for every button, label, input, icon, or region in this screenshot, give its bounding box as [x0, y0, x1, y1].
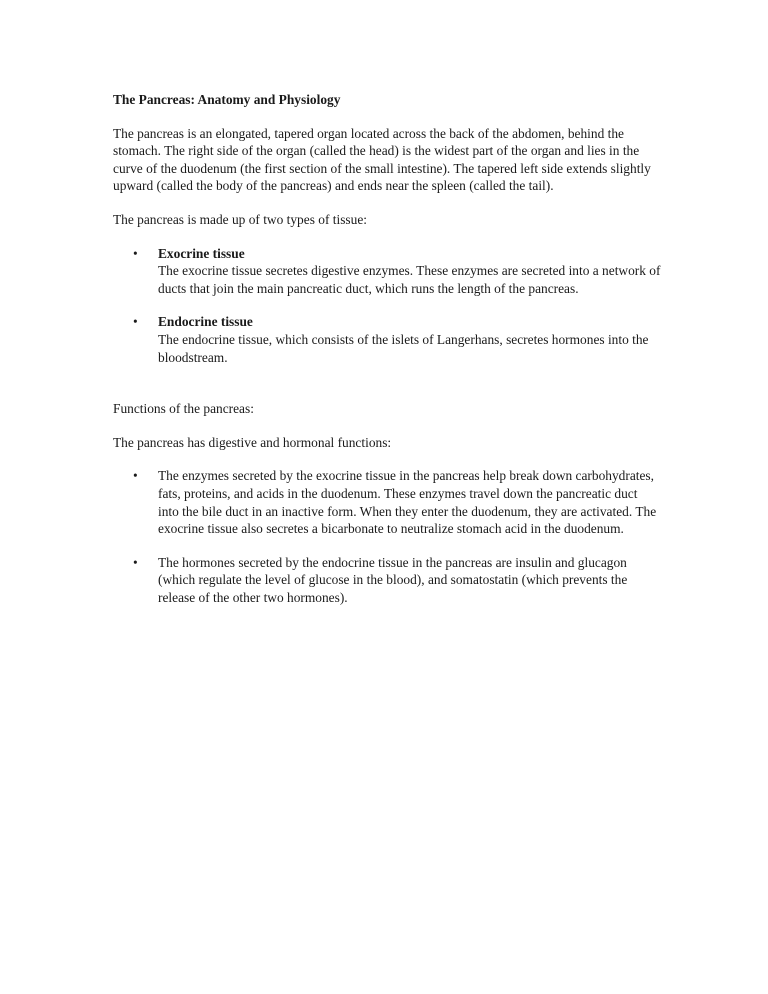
- tissue-text-exocrine: The exocrine tissue secretes digestive enzymes. These enzymes are secreted into a network of ducts that join the main pancreatic duct, which runs the length of the pancreas.: [158, 263, 661, 296]
- document-page: [113, 91, 661, 622]
- list-item: [113, 467, 661, 537]
- tissue-text-endocrine: The endocrine tissue, which consists of the islets of Langerhans, secretes hormones into the bloodstream.: [158, 331, 649, 365]
- bullet-icon: •: [133, 554, 138, 570]
- functions-heading: Functions of the pancreas:: [113, 401, 254, 417]
- list-item: [113, 554, 661, 607]
- tissue-heading-exocrine: Exocrine tissue: [158, 245, 245, 261]
- bullet-icon: •: [133, 314, 138, 330]
- intro-paragraph: The pancreas is an elongated, tapered organ located across the back of the abdomen, behind the stomach. The right side of the organ (called the head) is the widest part of the organ and lies in the curve of the duodenum (the first section of the small intestine). The tapered left side extends slightly upward (called the body of the pancreas) and ends near the spleen (called the tail).: [113, 125, 651, 194]
- tissue-heading-endocrine: Endocrine tissue: [158, 314, 253, 330]
- function-text-hormonal: The hormones secreted by the endocrine tissue in the pancreas are insulin and glucagon (which regulate the level of glucose in the blood), and somatostatin (which prevents the release of the other two hormones).: [158, 554, 628, 605]
- functions-intro-paragraph: The pancreas has digestive and hormonal functions:: [113, 434, 392, 450]
- tissue-list: [113, 245, 661, 367]
- spacer: [113, 382, 661, 400]
- bullet-icon: •: [133, 245, 138, 261]
- functions-list: [113, 467, 661, 606]
- bullet-icon: •: [133, 468, 138, 484]
- tissue-intro-paragraph: The pancreas is made up of two types of tissue:: [113, 211, 367, 227]
- document-title: The Pancreas: Anatomy and Physiology: [113, 92, 341, 107]
- list-item: [113, 245, 661, 298]
- function-text-digestive: The enzymes secreted by the exocrine tissue in the pancreas help break down carbohydrates, fats, proteins, and acids in the duodenum. These enzymes travel down the pancreatic duct into the bile duct in an inactive form. When they enter the duodenum, they are activated. The exocrine tissue also secretes a bicarbonate to neutralize stomach acid in the duodenum.: [158, 468, 657, 537]
- list-item: [113, 313, 661, 366]
